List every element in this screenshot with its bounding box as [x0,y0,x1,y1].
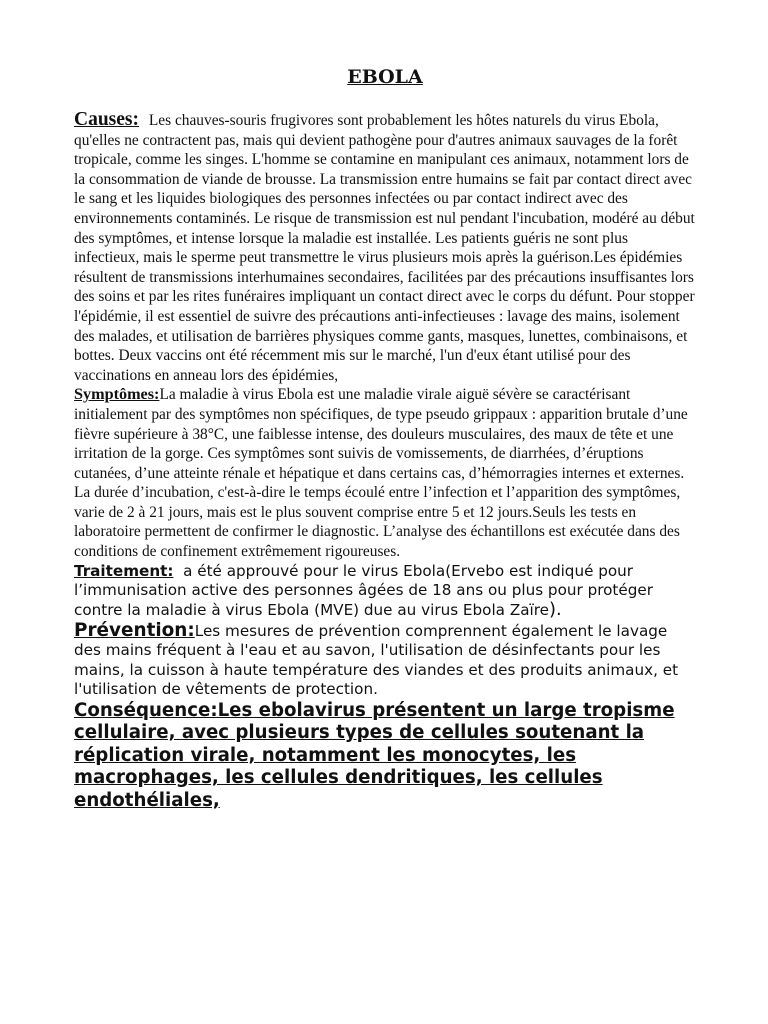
prevention-heading: Prévention: [74,619,195,641]
traitement-heading: Traitement: [74,561,174,580]
causes-text: Les chauves-souris frugivores sont probablement les hôtes naturels du virus Ebola, qu'elles ne contractent pas, mais qui devient pathogène pour d'autres animaux sauvages de la forêt tropicale, comme les singes. L'homme se contamine en manipulant ces animaux, notamment lors de la consommation de viande de brousse. La transmission entre humains se fait par contact direct avec le sang et les liquides biologiques des personnes infectées ou par contact indirect avec des environnements contaminés. Le risque de transmission est nul pendant l'incubation, modéré au début des symptômes, et intense lorsque la maladie est installée. Les patients guéris ne sont plus infectieux, mais le sperme peut transmettre le virus plusieurs mois après la guérison.Les épidémies résultent de transmissions interhumaines secondaires, facilitées par des précautions insuffisantes lors des soins et par les rites funéraires impliquant un contact direct avec le corps du défunt. Pour stopper l'épidémie, il est essentiel de suivre des précautions anti-infectieuses : lavage des mains, isolement des malades, et utilisation de barrières physiques comme gants, masques, lunettes, combinaisons, et bottes. Deux vaccins ont été récemment mis sur le marché, l'un d'eux étant utilisé pour des vaccinations en anneau lors des épidémies, [74,112,695,384]
traitement-text: a été approuvé pour le virus Ebola(Ervebo est indiqué pour l’immunisation active des personnes âgées de 18 ans ou plus pour protéger [74,561,653,600]
symptomes-heading: Symptômes: [74,385,160,404]
document-title: EBOLA [347,66,423,88]
consequence-text: Conséquence:Les ebolavirus présentent un large tropisme cellulaire, avec plusieurs types de cellules soutenant la réplication virale, notamment les monocytes, les macrophages, les cellules dendritiques, les cellules endothéliales, [74,699,675,811]
traitement-text-2: contre la maladie à virus Ebola (MVE) due au virus Ebola Zaïre [74,601,550,620]
prevention-paragraph [74,621,696,813]
causes-paragraph [74,110,696,385]
causes-heading: Causes: [74,109,140,130]
prevention-text: Les mesures de prévention comprennent également le lavage des mains fréquent à l'eau et au savon, l'utilisation de désinfectants pour les mains, la cuisson à haute température des viandes et des produits animaux, et l'utilisation de vêtements de protection. [74,621,679,699]
symptomes-text: La maladie à virus Ebola est une maladie virale aiguë sévère se caractérisant initialement par des symptômes non spécifiques, de type pseudo grippaux : apparition brutale d’une fièvre supérieure à 38°C, une faiblesse intense, des douleurs musculaires, des maux de tête et une irritation de la gorge. Ces symptômes sont suivis de vomissements, de diarrhées, d’éruptions cutanées, d’une atteinte rénale et hépatique et dans certains cas, d’hémorragies internes et externes. La durée d’incubation, c'est-à-dire le temps écoulé entre l’infection et l’apparition des symptômes, varie de 2 à 21 jours, mais est le plus souvent comprise entre 5 et 12 jours.Seuls les tests en laboratoire permettent de confirmer le diagnostic. L’analyse des échantillons est exécutée dans des conditions de confinement extrêmement rigoureuses. [74,386,688,561]
document-page [74,66,696,812]
symptomes-paragraph [74,385,696,561]
traitement-closing: ). [549,599,562,621]
traitement-paragraph [74,562,696,621]
